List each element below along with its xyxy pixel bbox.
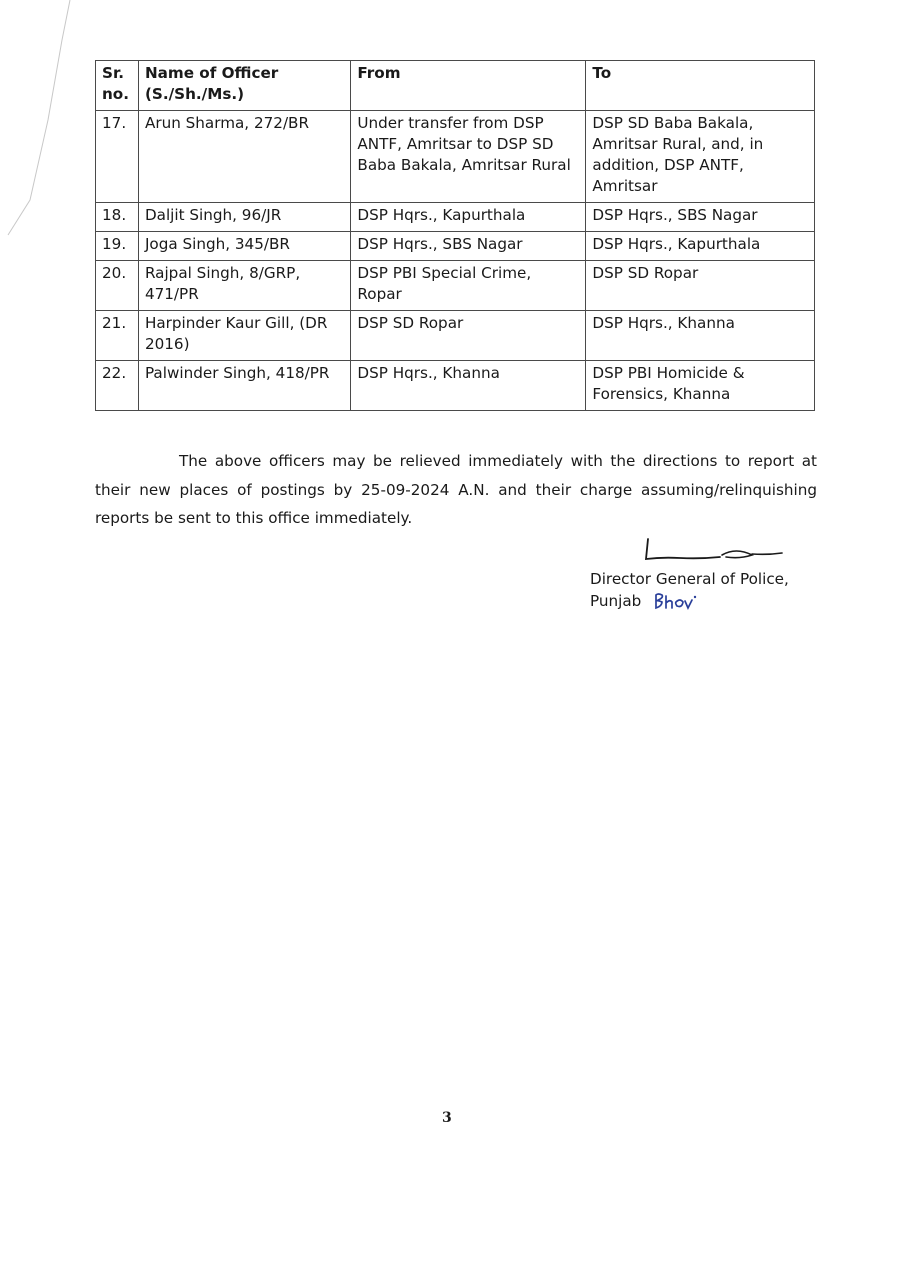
instruction-paragraph: The above officers may be relieved immediately with the directions to report at their new places of postings by 25-09-2024 A.N. and their charge assuming/relinquishing reports be sent to this office immediately. — [95, 452, 817, 527]
cell-to: DSP SD Baba Bakala, Amritsar Rural, and, in addition, DSP ANTF, Amritsar — [586, 111, 815, 203]
cell-name: Joga Singh, 345/BR — [138, 232, 350, 261]
cell-to: DSP Hqrs., Kapurthala — [586, 232, 815, 261]
cell-from: DSP Hqrs., SBS Nagar — [351, 232, 586, 261]
cell-from: Under transfer from DSP ANTF, Amritsar to DSP SD Baba Bakala, Amritsar Rural — [351, 111, 586, 203]
cell-sr: 21. — [96, 311, 139, 361]
table-row — [96, 111, 815, 203]
header-to: To — [586, 61, 815, 111]
cell-name: Palwinder Singh, 418/PR — [138, 361, 350, 411]
cell-to: DSP SD Ropar — [586, 261, 815, 311]
cell-to: DSP Hqrs., Khanna — [586, 311, 815, 361]
cell-from: DSP Hqrs., Kapurthala — [351, 203, 586, 232]
cell-from: DSP SD Ropar — [351, 311, 586, 361]
header-from: From — [351, 61, 586, 111]
cell-sr: 17. — [96, 111, 139, 203]
cell-from: DSP PBI Special Crime, Ropar — [351, 261, 586, 311]
signatory-line-2 — [590, 590, 789, 612]
table-row — [96, 203, 815, 232]
header-sr: Sr. no. — [96, 61, 139, 111]
cell-name: Harpinder Kaur Gill, (DR 2016) — [138, 311, 350, 361]
signature — [640, 535, 790, 571]
cell-name: Arun Sharma, 272/BR — [138, 111, 350, 203]
transfer-table — [95, 60, 815, 411]
cell-from: DSP Hqrs., Khanna — [351, 361, 586, 411]
table-row — [96, 232, 815, 261]
cell-name: Daljit Singh, 96/JR — [138, 203, 350, 232]
signatory-title: Director General of Police, — [590, 570, 789, 588]
header-name: Name of Officer (S./Sh./Ms.) — [138, 61, 350, 111]
cell-to: DSP PBI Homicide & Forensics, Khanna — [586, 361, 815, 411]
table-row — [96, 361, 815, 411]
handwritten-initials — [652, 592, 698, 612]
page-number: 3 — [442, 1110, 452, 1126]
cell-name: Rajpal Singh, 8/GRP, 471/PR — [138, 261, 350, 311]
scan-edge-mark — [0, 0, 90, 260]
table-header-row — [96, 61, 815, 111]
table-row — [96, 261, 815, 311]
signatory-state: Punjab — [590, 592, 642, 610]
cell-sr: 22. — [96, 361, 139, 411]
table-row — [96, 311, 815, 361]
cell-sr: 20. — [96, 261, 139, 311]
cell-to: DSP Hqrs., SBS Nagar — [586, 203, 815, 232]
cell-sr: 18. — [96, 203, 139, 232]
signatory-block — [590, 568, 789, 612]
cell-sr: 19. — [96, 232, 139, 261]
